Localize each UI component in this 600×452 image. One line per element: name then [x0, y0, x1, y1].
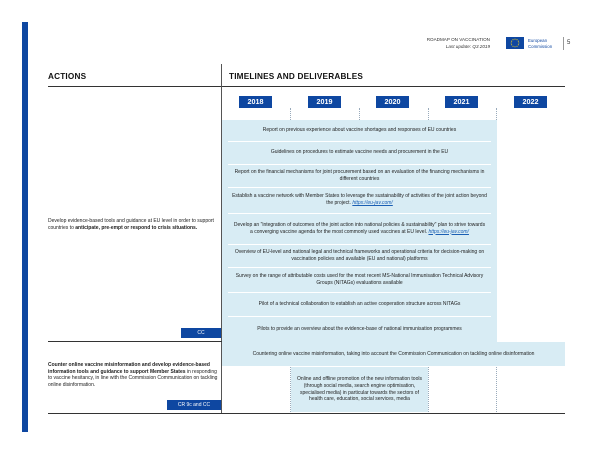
deliverable-item — [222, 267, 497, 292]
section1-tag: CC — [181, 328, 221, 338]
action-text-bold: Counter online vaccine misinformation and develop evidence-based information tools and guidance to support Member States — [48, 362, 210, 375]
deliverable-item — [222, 164, 497, 187]
bottom-rule — [48, 413, 565, 414]
deliverable-item — [222, 316, 497, 342]
timelines-heading: TIMELINES AND DELIVERABLES — [229, 72, 364, 81]
year-2019: 2019 — [308, 96, 341, 108]
jav-website-link[interactable]: https://eu-jav.com/ — [428, 228, 469, 235]
deliverable-text: Countering online vaccine misinformation, taking into account the Commission Communication on tackling online disinformation — [252, 350, 535, 357]
deliverable-text: Develop an "integration of outcomes of the joint action into national policies & sustainability" plan to strive towards a converging vaccine agenda for the most commonly used vaccines at EU level. — [233, 221, 486, 235]
year-2018: 2018 — [239, 96, 272, 108]
deliverable-text: Pilot of a technical collaboration to establish an active cooperation structure across NITAGs — [258, 300, 461, 307]
deliverable-item — [222, 292, 497, 316]
deliverable-item — [222, 120, 497, 141]
page-number: 5 — [567, 40, 571, 46]
logo-line-1: European — [528, 38, 548, 43]
action-text-plain: in responding to vaccine hesitancy, in line with the Commission Communication on tackling online disinformation. — [48, 368, 218, 388]
actions-heading: ACTIONS — [48, 72, 87, 81]
deliverable-item — [222, 342, 565, 366]
deliverable-text: Report on the financial mechanisms for joint procurement based on an evaluation of the financing mechanisms in different countries — [234, 168, 485, 182]
jav-website-link[interactable]: https://eu-jav.com/ — [352, 200, 393, 206]
deliverable-item — [222, 213, 497, 244]
action-text-bold: anticipate, pre-empt or respond to crisis situations. — [75, 224, 198, 231]
section1-action — [48, 218, 218, 231]
year-2021: 2021 — [445, 96, 478, 108]
deliverable-text: Online and offline promotion of the new information tools (through social media, search engine optimisation, specialised media) in particular towards the sectors of health care, education, social services, media — [297, 375, 422, 403]
deliverable-text: Pilots to provide an overview about the evidence-base of national immunisation programmes — [257, 325, 462, 332]
deliverable-item — [222, 187, 497, 213]
year-2020: 2020 — [376, 96, 409, 108]
deliverable-item — [222, 244, 497, 267]
logo-line-2: Commission — [528, 43, 553, 49]
last-update: Last update: Q3 2019 — [445, 43, 490, 49]
deliverable-text: Guidelines on procedures to estimate vaccine needs and procurement in the EU — [270, 149, 449, 156]
document-title: ROADMAP ON VACCINATION — [426, 37, 490, 42]
deliverable-text: Establish a vaccine network with Member States to leverage the sustainability of activities of the joint action beyond the project. — [232, 193, 487, 206]
deliverable-item — [291, 367, 428, 412]
deliverable-text: Overview of EU-level and national legal and technical frameworks and operational criteria for decision-making on vaccination policies and available (EU and national) platforms — [234, 248, 485, 262]
deliverable-text: Report on previous experience about vaccine shortages and responses of EU countries — [262, 127, 457, 134]
page-separator — [563, 37, 564, 50]
section2-action — [48, 362, 220, 388]
year-2022: 2022 — [514, 96, 547, 108]
section2-tag: CR 9c and CC — [167, 400, 221, 410]
left-accent-bar — [22, 22, 28, 432]
deliverable-text: Survey on the range of attributable costs used for the most recent MS-National Immunisation Technical Advisory Groups (NITAGs) evaluations available — [235, 272, 484, 286]
eu-logo-text — [528, 38, 552, 49]
document-header — [427, 37, 490, 50]
eu-flag-icon — [506, 37, 524, 49]
deliverable-item — [222, 141, 497, 164]
section-rule — [48, 341, 222, 342]
heading-rule — [48, 86, 565, 87]
action-text-plain: Develop evidence-based tools and guidance at EU level in order to support countries to — [48, 218, 214, 231]
